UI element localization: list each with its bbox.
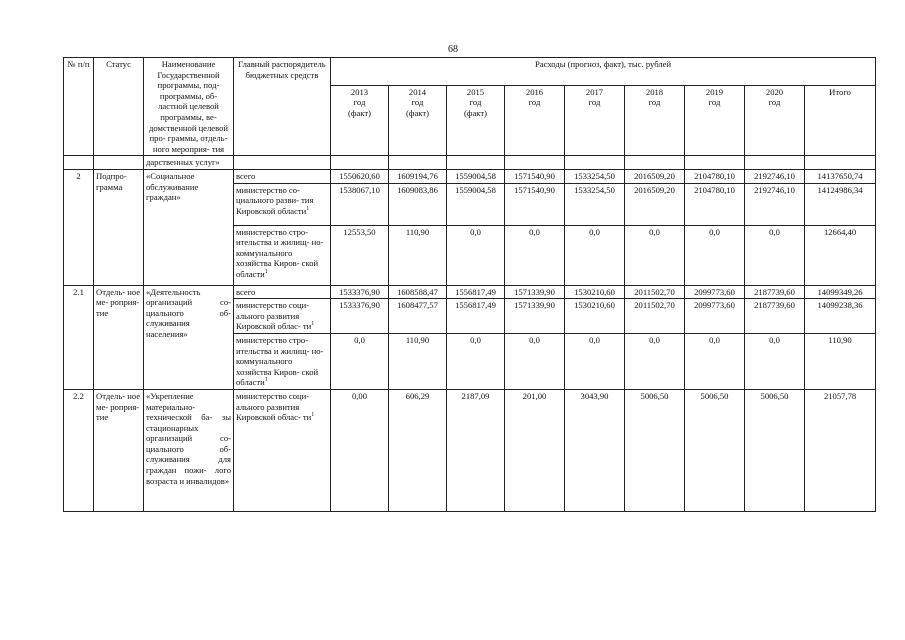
header-status: Статус: [94, 58, 144, 156]
header-year-2018: [625, 85, 685, 156]
row-year-value: 5006,50: [685, 389, 745, 511]
row-total-value: 12664,40: [805, 225, 876, 285]
header-year-2020: [745, 85, 805, 156]
row-year-value: 1550620,60: [331, 169, 389, 183]
row-year-value: 110,90: [389, 225, 447, 285]
row-number: 2.2: [64, 389, 94, 511]
admin-text: министерство соци- ального развития Кировской облас- ти: [236, 390, 312, 423]
row-admin: [234, 333, 331, 389]
row-year-value: 0,0: [331, 333, 389, 389]
row-year-value: 0,0: [685, 333, 745, 389]
row-year-value: 2192746,10: [745, 169, 805, 183]
row-year-value: 1559004,58: [447, 183, 505, 225]
row-year-value: 1609083,86: [389, 183, 447, 225]
year-unit: год: [708, 97, 721, 108]
row-admin: [234, 225, 331, 285]
admin-text: министерство стро- ительства и жилищ- но-коммунального хозяйства Киров- ской области: [236, 334, 324, 388]
row-total-value: 14099349,26: [805, 285, 876, 299]
row-year-value: 0,0: [625, 225, 685, 285]
row-year-value: 2011502,70: [625, 285, 685, 299]
footnote-mark: 1: [311, 321, 315, 328]
row-admin: [234, 169, 331, 183]
row-year-value: 606,29: [389, 389, 447, 511]
row-year-value: 1533376,90: [331, 285, 389, 299]
header-year-2016: [505, 85, 565, 156]
year-year: 2013: [350, 86, 369, 97]
row-admin: [234, 183, 331, 225]
row-year-value: 2187739,60: [745, 299, 805, 334]
row-total-value: 110,90: [805, 333, 876, 389]
row-year-value: 1556817,49: [447, 285, 505, 299]
row-admin: [234, 285, 331, 299]
row-year-value: 1559004,58: [447, 169, 505, 183]
footnote-mark: 1: [264, 269, 268, 276]
row-year-value: 2104780,10: [685, 169, 745, 183]
row-year-value: 2099773,60: [685, 285, 745, 299]
row-year-value: 5006,50: [625, 389, 685, 511]
admin-text: министерство соци- ального развития Кировской облас- ти: [236, 300, 312, 332]
year-year: 2019: [705, 86, 724, 97]
row-year-value: 1571339,90: [505, 285, 565, 299]
year-unit: год: [411, 97, 424, 108]
header-year-2019: [685, 85, 745, 156]
year-year: 2018: [645, 86, 664, 97]
row-year-value: 1533376,90: [331, 299, 389, 334]
row-year-value: 1538067,10: [331, 183, 389, 225]
row-year-value: 1533254,50: [565, 183, 625, 225]
row-number: 2: [64, 169, 94, 285]
row-admin: [234, 389, 331, 511]
header-admin: Главный распорядитель бюджетных средств: [234, 58, 331, 156]
row-admin: [234, 299, 331, 334]
year-year: 2016: [525, 86, 544, 97]
header-no: № п/п: [64, 58, 94, 156]
budget-table: [63, 57, 876, 512]
row-year-value: 0,0: [565, 225, 625, 285]
admin-text: всего: [236, 286, 256, 297]
year-year: 2014: [408, 86, 427, 97]
row-year-value: 2016509,20: [625, 183, 685, 225]
footnote-mark: 1: [306, 205, 310, 212]
row-year-value: 1571540,90: [505, 183, 565, 225]
table-row: [64, 285, 876, 299]
admin-text: министерство со- циального разви- тия Кировской области: [236, 184, 314, 216]
row-year-value: 0,00: [331, 389, 389, 511]
table-body: [64, 156, 876, 512]
year-unit: год: [528, 97, 541, 108]
row-year-value: 201,00: [505, 389, 565, 511]
header-expenses: Расходы (прогноз, факт), тыс. рублей: [331, 58, 876, 86]
row-year-value: 0,0: [565, 333, 625, 389]
row-year-value: 2192746,10: [745, 183, 805, 225]
footnote-mark: 1: [311, 412, 315, 419]
continuation-row: [64, 156, 876, 170]
year-year: 2017: [585, 86, 604, 97]
year-unit: год: [588, 97, 601, 108]
row-year-value: 2016509,20: [625, 169, 685, 183]
row-year-value: 2187739,60: [745, 285, 805, 299]
row-year-value: 0,0: [447, 225, 505, 285]
header-total: Итого: [805, 85, 876, 156]
row-year-value: 12553,50: [331, 225, 389, 285]
row-status: Подпро- грамма: [94, 169, 144, 285]
admin-text: министерство стро- ительства и жилищ- но-коммунального хозяйства Киров- ской области: [236, 226, 324, 279]
row-year-value: 2011502,70: [625, 299, 685, 334]
row-year-value: 1571339,90: [505, 299, 565, 334]
row-year-value: 1571540,90: [505, 169, 565, 183]
row-year-value: 1530210,60: [565, 285, 625, 299]
row-name: «Укрепление материально- технической ба- зы стационарных организаций со- циального об- служивания для граждан пожи- лого возраста и инвалидов»: [144, 389, 234, 511]
row-year-value: 0,0: [505, 333, 565, 389]
header-name: Наименование Государственной программы, под- программы, об- ластной целевой программы, ве- домственной целевой про- граммы, отдель- ного мероприя- тия: [144, 58, 234, 156]
year-note: (факт): [348, 107, 371, 118]
row-year-value: 0,0: [625, 333, 685, 389]
row-year-value: 0,0: [745, 333, 805, 389]
year-note: (факт): [406, 107, 429, 118]
row-status: Отдель- ное ме- роприя- тие: [94, 389, 144, 511]
row-year-value: 3043,90: [565, 389, 625, 511]
page-number: 68: [448, 44, 458, 55]
year-unit: год: [648, 97, 661, 108]
header-year-2015: [447, 85, 505, 156]
year-note: (факт): [464, 107, 487, 118]
row-year-value: 1608477,57: [389, 299, 447, 334]
row-name: «Социальное обслуживание граждан»: [144, 169, 234, 285]
header-year-2013: [331, 85, 389, 156]
row-year-value: 1556817,49: [447, 299, 505, 334]
table-row: [64, 389, 876, 511]
table-row: [64, 169, 876, 183]
row-total-value: 14137650,74: [805, 169, 876, 183]
year-year: 2020: [765, 86, 784, 97]
row-status: Отдель- ное ме- роприя- тие: [94, 285, 144, 389]
row-year-value: 0,0: [447, 333, 505, 389]
row-year-value: 2104780,10: [685, 183, 745, 225]
row-year-value: 5006,50: [745, 389, 805, 511]
year-unit: год: [768, 97, 781, 108]
row-total-value: 14124986,34: [805, 183, 876, 225]
row-number: 2.1: [64, 285, 94, 389]
admin-text: всего: [236, 170, 256, 181]
row-year-value: 1530210,60: [565, 299, 625, 334]
continuation-text: дарственных услуг»: [144, 156, 234, 170]
row-name: «Деятельность организаций со- циального об- служивания населения»: [144, 285, 234, 389]
row-total-value: 14099238,36: [805, 299, 876, 334]
row-total-value: 21057,78: [805, 389, 876, 511]
header-year-2017: [565, 85, 625, 156]
footnote-mark: 1: [264, 377, 268, 384]
row-year-value: 0,0: [505, 225, 565, 285]
row-year-value: 2187,09: [447, 389, 505, 511]
year-year: 2015: [466, 86, 485, 97]
row-year-value: 2099773,60: [685, 299, 745, 334]
row-year-value: 0,0: [685, 225, 745, 285]
header-year-2014: [389, 85, 447, 156]
row-year-value: 110,90: [389, 333, 447, 389]
row-year-value: 1609194,76: [389, 169, 447, 183]
row-year-value: 1608588,47: [389, 285, 447, 299]
row-year-value: 0,0: [745, 225, 805, 285]
row-year-value: 1533254,50: [565, 169, 625, 183]
year-unit: год: [353, 97, 366, 108]
year-unit: год: [469, 97, 482, 108]
